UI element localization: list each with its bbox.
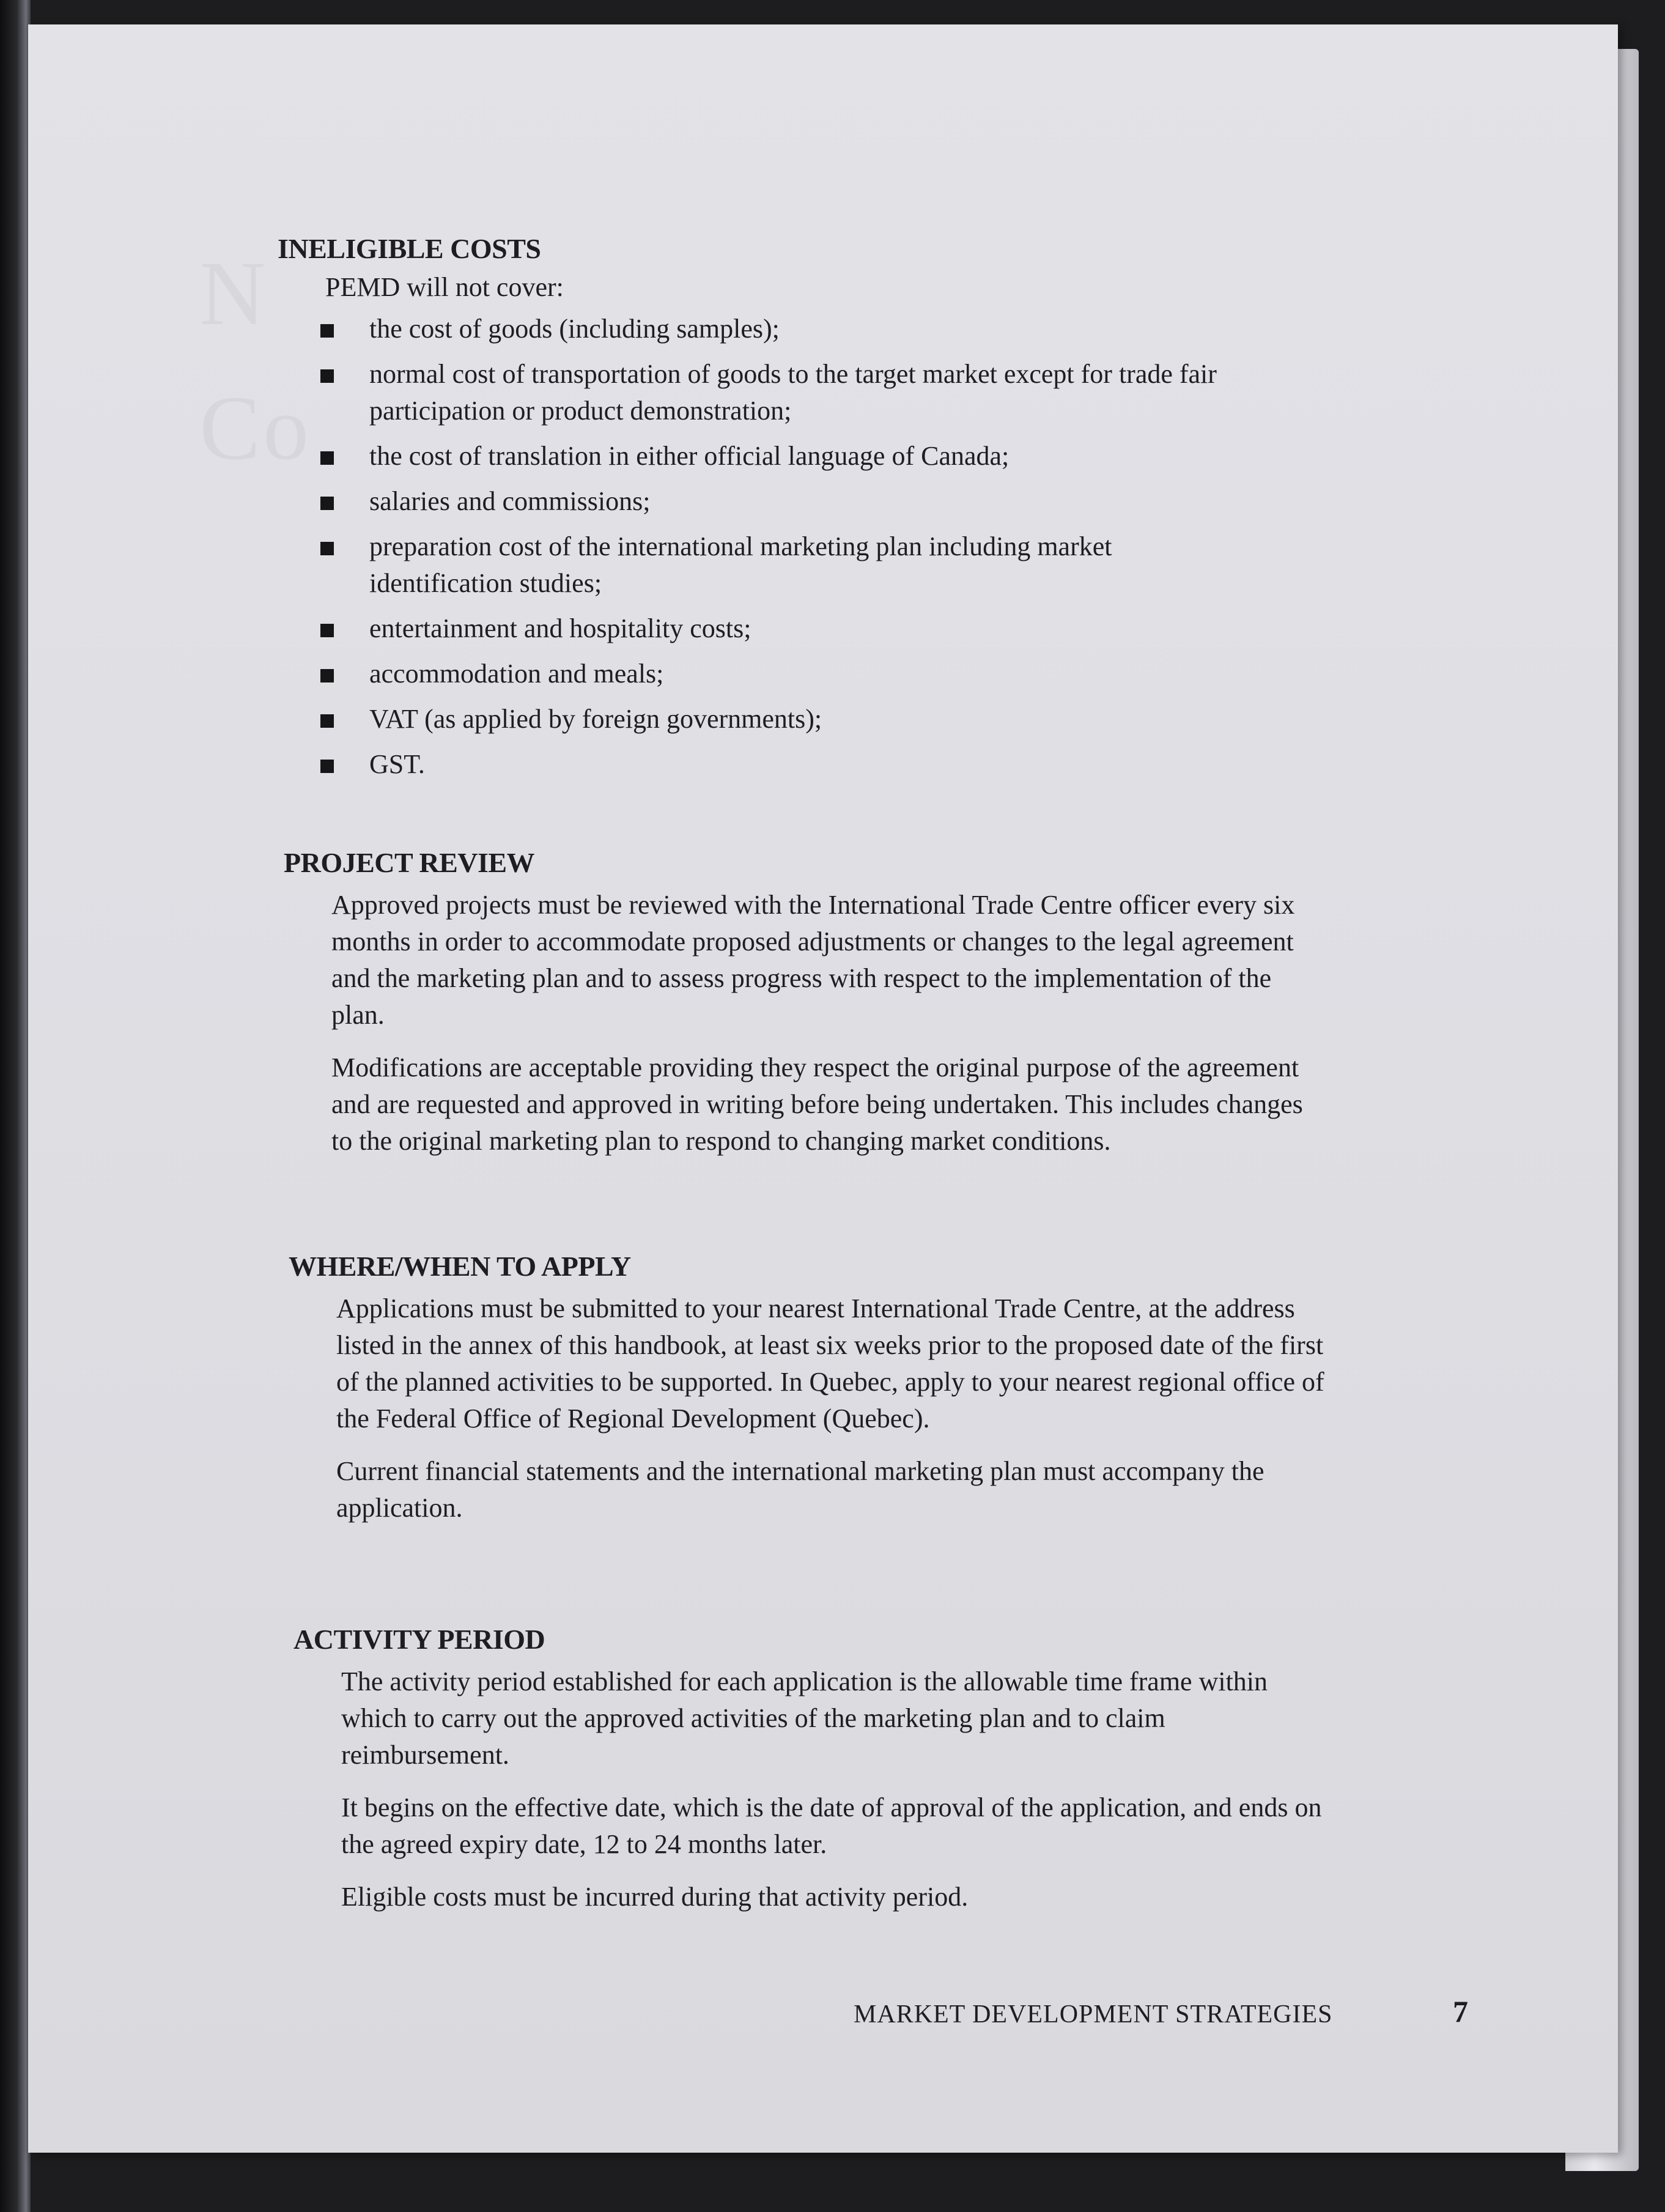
bullet-square-icon <box>320 669 334 682</box>
list-item: preparation cost of the international marketing plan including market identification studies; <box>320 528 1238 602</box>
bullet-square-icon <box>320 324 334 338</box>
running-footer-title: MARKET DEVELOPMENT STRATEGIES <box>854 2000 1333 2029</box>
ineligible-list <box>278 311 1378 783</box>
heading-ineligible-costs: INELIGIBLE COSTS <box>278 233 541 264</box>
bullet-square-icon <box>320 451 334 465</box>
activity-paragraph: It begins on the effective date, which is the date of approval of the application, and ends on the agreed expiry date, 12 to 24 months later. <box>341 1792 1322 1859</box>
heading-where-when-to-apply: WHERE/WHEN TO APPLY <box>289 1251 631 1282</box>
list-item: the cost of translation in either official language of Canada; <box>320 438 1287 475</box>
bullet-square-icon <box>320 542 334 555</box>
list-item: the cost of goods (including samples); <box>320 311 1225 347</box>
book-spine <box>0 0 31 2212</box>
document-page <box>28 24 1618 2153</box>
bullet-square-icon <box>320 760 334 773</box>
apply-paragraph: Current financial statements and the international marketing plan must accompany the application. <box>336 1456 1264 1523</box>
review-paragraph: Approved projects must be reviewed with the International Trade Centre officer every six months in order to accommodate proposed adjustments or changes to the legal agreement and the marketing plan and to assess progress with respect to the implementation of the plan. <box>331 890 1295 1030</box>
page-number: 7 <box>1453 1994 1468 2029</box>
bullet-square-icon <box>320 497 334 510</box>
activity-paragraph: The activity period established for each application is the allowable time frame within which to carry out the approved activities of the marketing plan and to claim reimbursement. <box>341 1666 1268 1770</box>
bullet-square-icon <box>320 369 334 383</box>
list-item: GST. <box>320 746 1225 783</box>
section-activity-period <box>293 1622 1394 1931</box>
bullet-square-icon <box>320 624 334 637</box>
show-through-text: N Co <box>199 243 312 479</box>
heading-activity-period: ACTIVITY PERIOD <box>293 1624 545 1655</box>
apply-paragraph: Applications must be submitted to your nearest International Trade Centre, at the address listed in the annex of this handbook, at least six weeks prior to the proposed date of the first of the planned activities to be supported. In Quebec, apply to your nearest regional office of the Federal Office of Regional Development (Quebec). <box>336 1293 1324 1433</box>
list-item: accommodation and meals; <box>320 656 1225 692</box>
section-project-review <box>284 845 1384 1175</box>
activity-paragraph: Eligible costs must be incurred during that activity period. <box>341 1882 969 1912</box>
section-where-when-to-apply <box>289 1249 1389 1542</box>
review-paragraph: Modifications are acceptable providing they respect the original purpose of the agreement and are requested and approved in writing before being undertaken. This includes changes to the original marketing plan to respond to changing market conditions. <box>331 1052 1303 1156</box>
section-ineligible-costs <box>278 231 1378 791</box>
heading-project-review: PROJECT REVIEW <box>284 847 535 878</box>
list-item: entertainment and hospitality costs; <box>320 610 1225 647</box>
bullet-square-icon <box>320 714 334 728</box>
ineligible-intro: PEMD will not cover: <box>325 272 564 302</box>
list-item: normal cost of transportation of goods to the target market except for trade fair participation or product demonstration; <box>320 356 1238 429</box>
list-item: VAT (as applied by foreign governments); <box>320 701 1225 738</box>
list-item: salaries and commissions; <box>320 483 1225 520</box>
